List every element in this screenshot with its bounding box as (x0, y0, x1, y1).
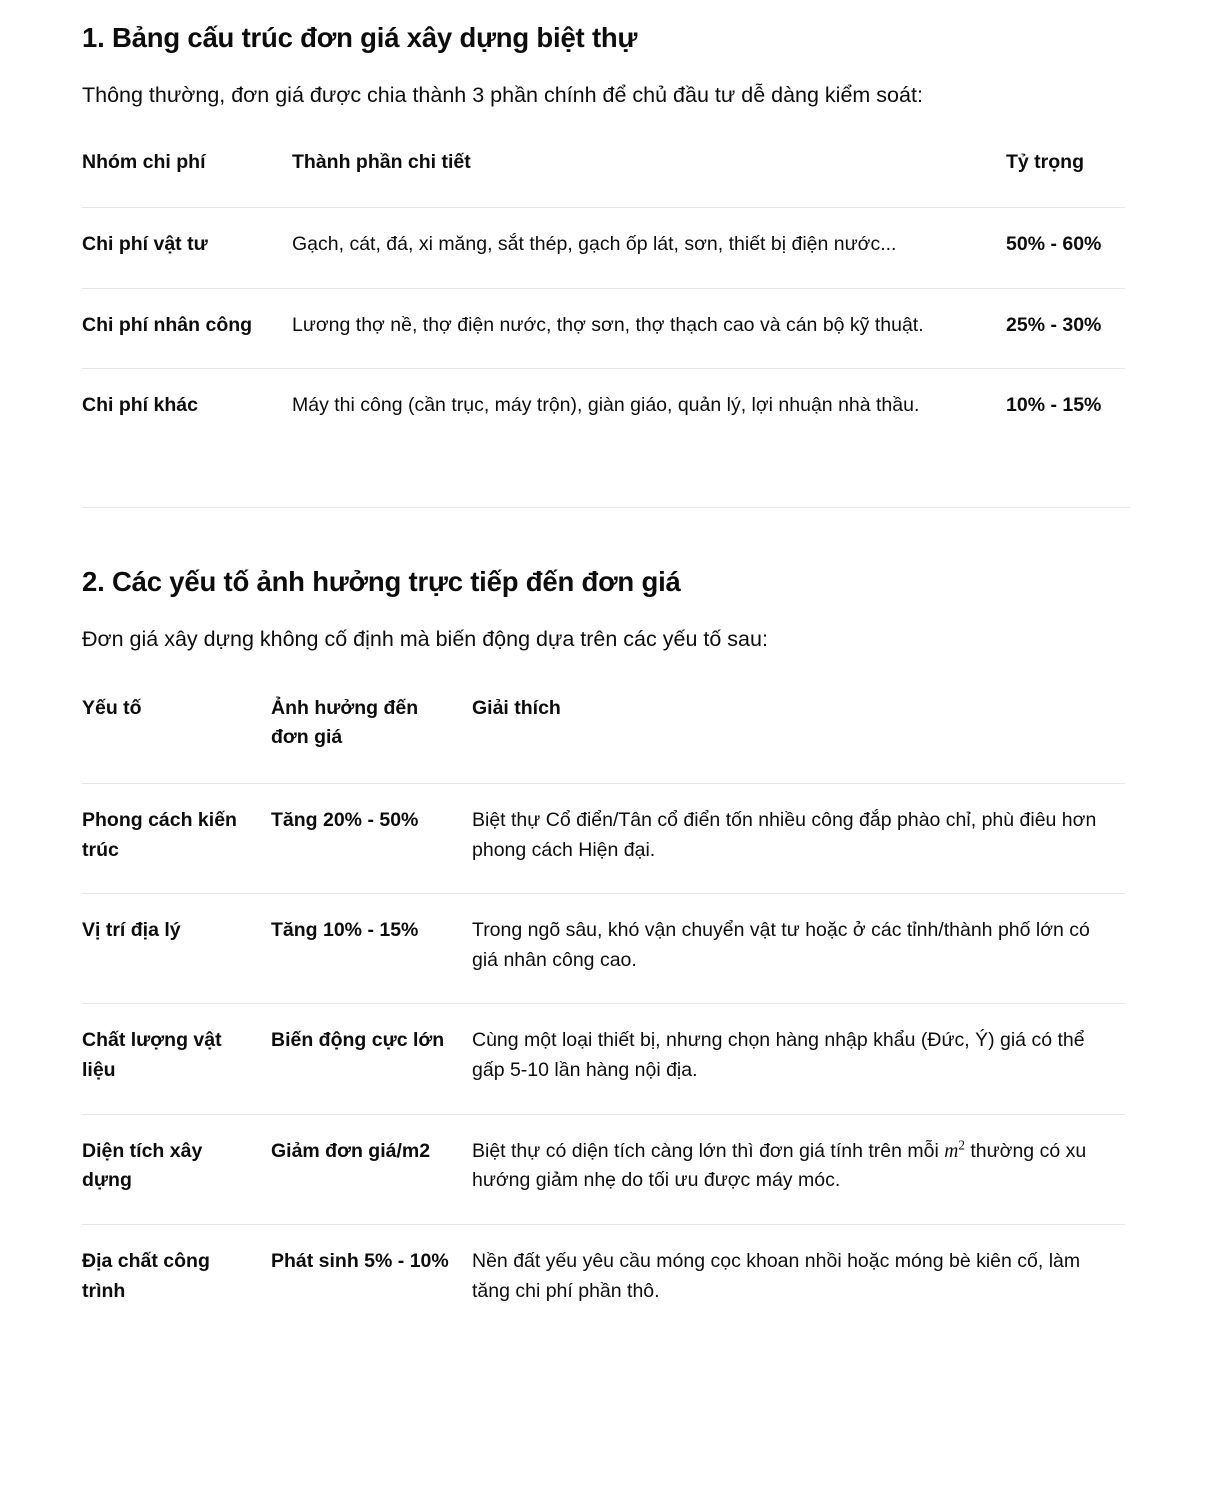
cost-structure-table (82, 146, 1125, 450)
explanation-text: Trong ngõ sâu, khó vận chuyển vật tư hoặc ở các tỉnh/thành phố lớn có giá nhân công cao. (472, 919, 1090, 971)
column-header-components: Thành phần chi tiết (292, 150, 471, 173)
table-body (82, 208, 1125, 449)
cell-explanation (472, 894, 1125, 1004)
table-header (82, 146, 1125, 208)
section-1-heading: 1. Bảng cấu trúc đơn giá xây dựng biệt thự (82, 22, 638, 53)
cell-impact: Tăng 10% - 15% (271, 919, 419, 942)
cell-factor: Vị trí địa lý (82, 919, 181, 942)
cell-factor: Phong cách kiến trúc (82, 808, 237, 861)
explanation-text-after-unit: thường có xu hướng giảm nhẹ do tối ưu được máy móc. (472, 1139, 1087, 1192)
section-cost-structure (82, 0, 1130, 449)
table-row (82, 208, 1125, 289)
table-row (82, 783, 1125, 893)
column-header-weight: Tỷ trọng (1006, 150, 1084, 173)
cell-cost-group: Chi phí nhân công (82, 313, 253, 336)
cell-weight: 25% - 30% (1006, 313, 1102, 336)
cell-cost-group: Chi phí khác (82, 394, 198, 417)
price-factors-table-wrapper (82, 692, 1130, 1335)
cell-factor: Chất lượng vật liệu (82, 1029, 222, 1082)
price-factors-table (82, 692, 1125, 1335)
explanation-text: Biệt thự Cổ điển/Tân cổ điển tốn nhiều công đắp phào chỉ, phù điêu hơn phong cách Hiện đại. (472, 808, 1097, 861)
table-row (82, 1004, 1125, 1114)
explanation-text-before-unit: Biệt thự có diện tích càng lớn thì đơn giá tính trên mỗi (472, 1139, 945, 1162)
cell-components: Lương thợ nề, thợ điện nước, thợ sơn, thợ thạch cao và cán bộ kỹ thuật. (292, 313, 924, 336)
column-header-cost-group: Nhóm chi phí (82, 150, 206, 173)
explanation-text: Nền đất yếu yêu cầu móng cọc khoan nhồi hoặc móng bè kiên cố, làm tăng chi phí phần thô. (472, 1249, 1081, 1302)
table-header-row (82, 146, 1125, 208)
cost-structure-table-wrapper (82, 146, 1130, 450)
cell-explanation (472, 1004, 1125, 1114)
cell-impact: Giảm đơn giá/m2 (271, 1139, 431, 1162)
unit-square-meter (944, 1137, 965, 1162)
section-price-factors (82, 508, 1130, 1334)
cell-impact: Phát sinh 5% - 10% (271, 1249, 449, 1272)
table-row (82, 894, 1125, 1004)
table-body (82, 783, 1125, 1334)
section-2-heading: 2. Các yếu tố ảnh hưởng trực tiếp đến đơn giá (82, 566, 681, 598)
column-header-factor: Yếu tố (82, 696, 142, 719)
cell-factor: Địa chất công trình (82, 1249, 210, 1302)
column-header-explanation: Giải thích (472, 696, 561, 719)
explanation-text: Cùng một loại thiết bị, nhưng chọn hàng nhập khẩu (Đức, Ý) giá có thể gấp 5-10 lần hàng nội địa. (472, 1029, 1085, 1082)
table-row (82, 1224, 1125, 1334)
cell-explanation (472, 1114, 1125, 1224)
cell-explanation (472, 783, 1125, 893)
section-2-intro: Đơn giá xây dựng không cố định mà biến động dựa trên các yếu tố sau: (82, 626, 768, 651)
cell-weight: 10% - 15% (1006, 394, 1102, 417)
unit-base: m (944, 1140, 959, 1162)
cell-impact: Tăng 20% - 50% (271, 808, 419, 831)
cell-components: Máy thi công (cần trục, máy trộn), giàn giáo, quản lý, lợi nhuận nhà thầu. (292, 394, 920, 417)
cell-components: Gạch, cát, đá, xi măng, sắt thép, gạch ốp lát, sơn, thiết bị điện nước... (292, 233, 897, 256)
cell-impact: Biến động cực lớn (271, 1029, 445, 1052)
table-row (82, 1114, 1125, 1224)
table-row (82, 288, 1125, 369)
cell-weight: 50% - 60% (1006, 233, 1102, 256)
table-header-row (82, 692, 1125, 784)
cell-cost-group: Chi phí vật tư (82, 233, 208, 256)
table-row (82, 369, 1125, 449)
cell-factor: Diện tích xây dựng (82, 1139, 203, 1192)
unit-exponent: 2 (958, 1137, 965, 1153)
section-1-intro: Thông thường, đơn giá được chia thành 3 phần chính để chủ đầu tư dễ dàng kiểm soát: (82, 82, 923, 107)
table-header (82, 692, 1125, 784)
column-header-impact: Ảnh hưởng đến đơn giá (271, 696, 419, 749)
cell-explanation (472, 1224, 1125, 1334)
